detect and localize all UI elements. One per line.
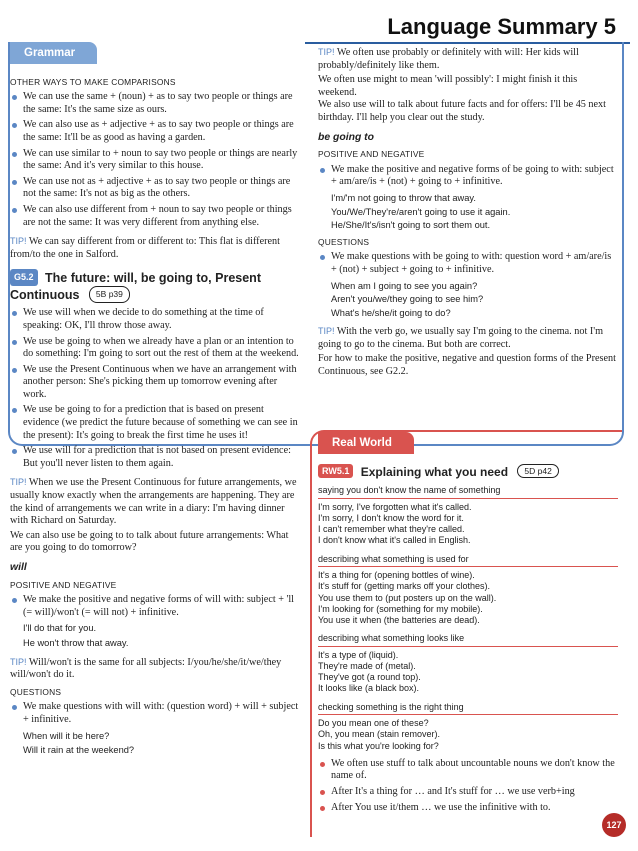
rw-note: After It's a thing for … and It's stuff for … we use verb+ing	[318, 786, 618, 799]
ref-unit: 5B	[95, 289, 107, 300]
bgt-example: He/She/It's/isn't going to sort them out.	[331, 220, 491, 231]
will-questions-heading: QUESTIONS	[10, 686, 62, 697]
bgt-question-example: Aren't you/we/they going to see him?	[331, 294, 484, 305]
rw-phrase: Do you mean one of these?	[318, 718, 429, 729]
rw-phrase: It's a type of (liquid).	[318, 649, 399, 660]
rw-phrase: You use it when (the batteries are dead).	[318, 615, 480, 625]
comparison-bullet: We can also use as + adjective + as to say two people or things are the same: It'll be as good as having a garden.	[10, 119, 302, 144]
tip-label: TIP!	[318, 326, 335, 337]
future-section-heading	[10, 269, 302, 303]
grammar-tab: Grammar	[10, 42, 97, 64]
rw-phrase: I'm looking for (something for my mobile).	[318, 603, 483, 614]
rw-note: We often use stuff to talk about uncountable nouns we don't know the name of.	[318, 758, 618, 783]
section-badge: G5.2	[10, 269, 38, 286]
bgt-questions-heading: QUESTIONS	[318, 236, 370, 247]
bgt-question-example: When am I going to see you again?	[331, 280, 478, 291]
bgt-questions-bullet: We make questions with be going to with: question word + am/are/is + (not) + subject + going to + infinitive.	[318, 251, 618, 276]
comparisons-heading: OTHER WAYS TO MAKE COMPARISONS	[10, 76, 176, 87]
rw-phrase: Is this what you're looking for?	[318, 740, 439, 751]
tip-label: TIP!	[10, 477, 27, 488]
section-reference	[89, 286, 130, 303]
rw-phrase: They've got (a round top).	[318, 672, 421, 683]
tip-present-continuous	[10, 476, 302, 527]
rw-phrase: I can't remember what they're called.	[318, 524, 465, 535]
rw-phrase: I'm sorry, I don't know the word for it.	[318, 512, 464, 523]
rw-title: Explaining what you need	[360, 464, 509, 479]
page-title: Language Summary 5	[387, 14, 616, 39]
tip-different-from	[10, 235, 302, 261]
page-number: 127	[602, 813, 626, 837]
rw-phrase: I don't know what it's called in English.	[318, 535, 471, 546]
rw-phrase: I'm sorry, I've forgotten what it's called.	[318, 501, 472, 512]
grammar-left-column	[10, 42, 302, 759]
will-question-example: When will it be here?	[23, 730, 110, 741]
rw-phrase: It's a thing for (opening bottles of wine).	[318, 570, 475, 581]
rw-group-heading: saying you don't know the name of something	[318, 484, 618, 499]
tip-probably-definitely	[318, 46, 618, 72]
future-bullet: We use be going to for a prediction that is based on present evidence (we predict the future because of something we can see in the present): It's going to break the first time he uses it!	[10, 404, 302, 442]
tip-going-to-arrangements: We can also use be going to to talk about future arrangements: What are you going to do tomorrow?	[10, 529, 289, 554]
bgt-example: I'm/'m not going to throw that away.	[331, 192, 476, 203]
ref-unit: 5D	[524, 465, 536, 476]
bgt-question-example: What's he/she/it going to do?	[331, 307, 451, 318]
rw-note: After You use it/them … we use the infinitive with to.	[318, 802, 618, 815]
rw-phrase: You use them to (put posters up on the wall).	[318, 592, 497, 603]
real-world-heading	[318, 464, 618, 479]
rw-phrase: Oh, you mean (stain remover).	[318, 729, 441, 740]
rw-phrase: It looks like (a black box).	[318, 683, 420, 694]
rw-phrase: They're made of (metal).	[318, 661, 416, 671]
will-example: I'll do that for you.	[23, 623, 97, 634]
tip-text: We often use probably or definitely with will: Her kids will probably/definitely like them.	[318, 47, 579, 71]
tip-will-all-subjects	[10, 656, 302, 682]
rw-badge: RW5.1	[318, 464, 353, 479]
ref-page: p39	[108, 289, 123, 300]
real-world-tab: Real World	[318, 432, 414, 454]
tip-might: We often use might to mean 'will possibly': I might finish it this weekend.	[318, 74, 578, 98]
will-posneg-heading: POSITIVE AND NEGATIVE	[10, 579, 117, 590]
comparison-bullet: We can use similar to + noun to say two people or things are nearly the same: And it's very similar to this house.	[10, 148, 302, 173]
ref-page: p42	[537, 465, 552, 476]
rw-group-heading: checking something is the right thing	[318, 701, 618, 716]
rw-reference	[517, 464, 558, 479]
rw-group-heading: describing what something is used for	[318, 553, 618, 568]
real-world-section	[318, 432, 618, 817]
comparison-bullet: We can also use different from + noun to say two people or things are not the same: It was very different from anything else.	[10, 204, 302, 229]
future-bullet: We use will for a prediction that is not based on present evidence: But you'll never listen to them again.	[10, 445, 302, 470]
comparison-bullet: We can use not as + adjective + as to say two people or things are not the same: It's not as big as the others.	[10, 176, 302, 201]
will-question-example: Will it rain at the weekend?	[23, 745, 135, 756]
section-title: The future: will, be going to, Present Continuous	[10, 271, 261, 303]
bgt-example: You/We/They're/aren't going to use it again.	[331, 206, 511, 217]
tip-see-g22: For how to make the positive, negative and question forms of the Present Continuous, see G2.2.	[318, 353, 616, 378]
rw-phrase: It's stuff for (getting marks off your clothes).	[318, 581, 490, 592]
rw-group-heading: describing what something looks like	[318, 632, 618, 647]
tip-text: When we use the Present Continuous for future arrangements, we usually know exactly when the arrangements are happening. They are the kind of arrangements we can write in a diary: I'm having dinner with Richard on Saturday.	[10, 477, 297, 527]
tip-text: With the verb go, we usually say I'm going to the cinema. not I'm going to go to the cinema. But both are correct.	[318, 326, 603, 350]
tip-text: Will/won't is the same for all subjects: I/you/he/she/it/we/they will/won't do it.	[10, 656, 282, 681]
comparison-bullet: We can use the same + (noun) + as to say two people or things are the same: It's the same size as ours.	[10, 91, 302, 116]
will-questions-bullet: We make questions with will with: (question word) + will + subject + infinitive.	[10, 701, 302, 726]
tip-text: We can say different from or different to: This flat is different from/to the one in Salford.	[10, 236, 280, 260]
be-going-to-heading: be going to	[318, 131, 374, 143]
tip-label: TIP!	[318, 47, 335, 57]
tip-label: TIP!	[10, 656, 27, 667]
future-bullet: We use the Present Continuous when we have an arrangement with another person: She's picking them up tomorrow evening after work.	[10, 364, 302, 402]
will-example: He won't throw that away.	[23, 637, 129, 648]
grammar-right-column	[318, 46, 618, 379]
bgt-posneg-bullet: We make the positive and negative forms of be going to with: subject + am/are/is + (not) + going to + infinitive.	[318, 164, 618, 189]
tip-verb-go	[318, 325, 618, 351]
future-bullet: We use be going to when we already have a plan or an intention to do something: I'm going to sort out the rest of them at the weekend.	[10, 336, 302, 361]
tip-label: TIP!	[10, 236, 27, 247]
bgt-posneg-heading: POSITIVE AND NEGATIVE	[318, 149, 425, 160]
tip-future-facts: We also use will to talk about future facts and for offers: I'll be 45 next birthday. I'll help you clear out the study.	[318, 99, 606, 123]
will-heading: will	[10, 562, 27, 573]
will-posneg-bullet: We make the positive and negative forms of will with: subject + 'll (= will)/won't (= will not) + infinitive.	[10, 594, 302, 619]
future-bullet: We use will when we decide to do something at the time of speaking: OK, I'll throw those away.	[10, 307, 302, 332]
